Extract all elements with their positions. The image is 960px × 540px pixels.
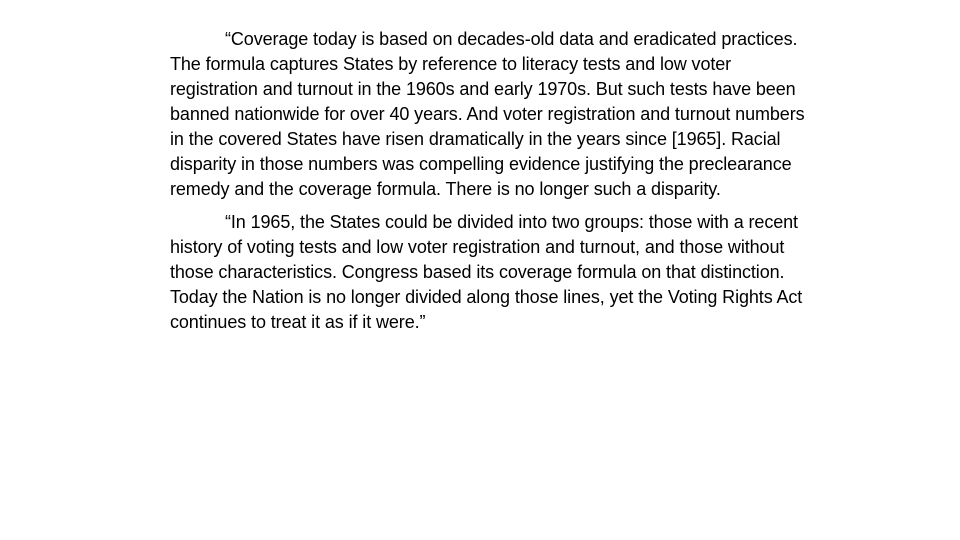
quote-paragraph-1: “Coverage today is based on decades-old data and eradicated practices. The formula captures States by reference to literacy tests and low voter registration and turnout in the 1960s and early 1970s. But such tests have been banned nationwide for over 40 years. And voter registration and turnout numbers in the covered States have risen dramatically in the years since [1965]. Racial disparity in those numbers was compelling evidence justifying the preclearance remedy and the coverage formula. There is no longer such a disparity. (170, 29, 805, 199)
quote-paragraph-2: “In 1965, the States could be divided into two groups: those with a recent history of voting tests and low voter registration and turnout, and those without those characteristics. Congress based its coverage formula on that distinction. Today the Nation is no longer divided along those lines, yet the Voting Rights Act continues to treat it as if it were.” (170, 212, 803, 332)
quote-text-block (170, 27, 810, 335)
